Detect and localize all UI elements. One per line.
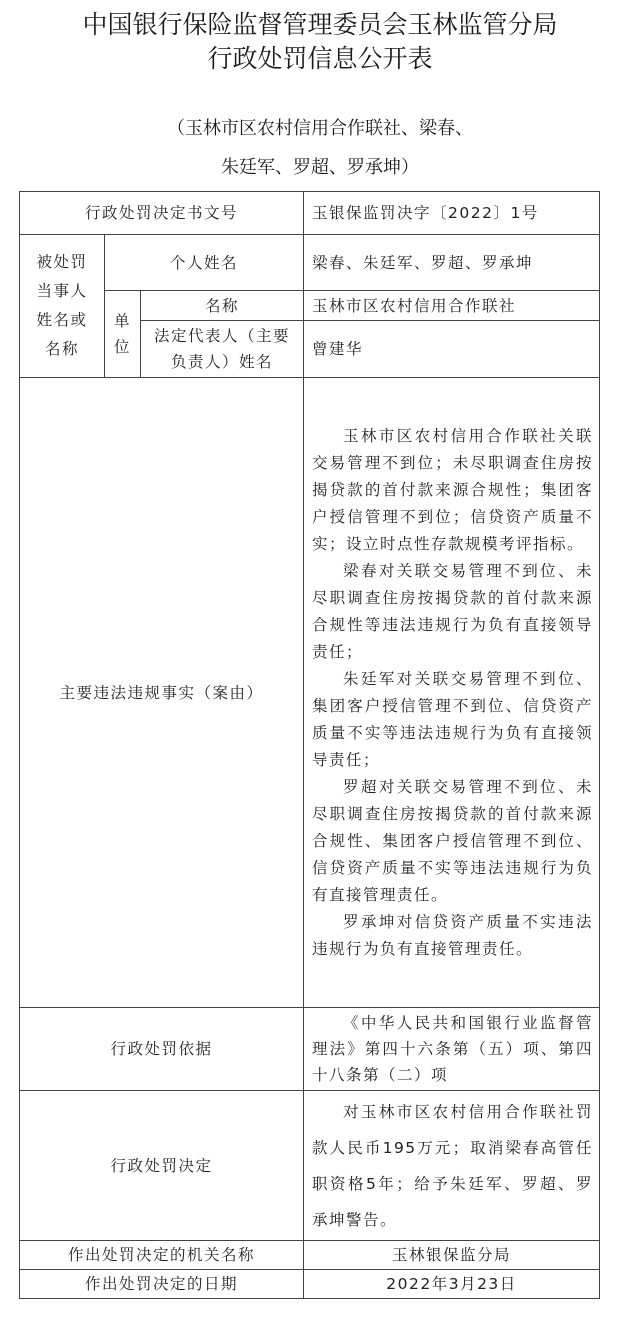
- page-title-line2: 行政处罚信息公开表: [207, 44, 433, 73]
- authority-label: 作出处罚决定的机关名称: [20, 1241, 304, 1270]
- decision-label: 行政处罚决定: [20, 1091, 304, 1241]
- subtitle-line1: （玉林市区农村信用合作联社、梁春、: [167, 118, 473, 139]
- legal-rep-value: 曾建华: [304, 321, 600, 378]
- legal-rep-label: 法定代表人（主要负责人）姓名: [141, 321, 304, 378]
- page-title: 中国银行保险监督管理委员会玉林监管分局: [82, 10, 558, 39]
- decision-doc-value: 玉银保监罚决字〔2022〕1号: [304, 192, 600, 235]
- subtitle-line2: 朱廷军、罗超、罗承坤）: [221, 157, 419, 178]
- date-value: 2022年3月23日: [304, 1270, 600, 1299]
- basis-label: 行政处罚依据: [20, 1008, 304, 1091]
- decision-doc-label: 行政处罚决定书文号: [20, 192, 304, 235]
- unit-label: 单位: [105, 291, 141, 378]
- unit-name-value: 玉林市区农村信用合作联社: [304, 291, 600, 321]
- individual-value: 梁春、朱廷军、罗超、罗承坤: [304, 235, 600, 291]
- facts-paragraph: 朱廷军对关联交易管理不到位、集团客户授信管理不到位、信贷资产质量不实等违法违规行为负有直接领导责任；: [312, 669, 594, 769]
- date-label: 作出处罚决定的日期: [20, 1270, 304, 1299]
- facts-paragraph: 罗承坤对信贷资产质量不实违法违规行为负有直接管理责任。: [312, 912, 594, 958]
- party-label: 被处罚当事人姓名或名称: [20, 235, 105, 378]
- decision-value: 对玉林市区农村信用合作联社罚款人民币195万元；取消梁春高管任职资格5年；给予朱廷军、罗超、罗承坤警告。: [304, 1091, 600, 1241]
- basis-value: 《中华人民共和国银行业监督管理法》第四十六条第（五）项、第四十八条第（二）项: [304, 1008, 600, 1091]
- facts-paragraph: 梁春对关联交易管理不到位、未尽职调查住房按揭贷款的首付款来源合规性等违法违规行为负有直接领导责任；: [312, 561, 594, 661]
- facts-paragraph: 玉林市区农村信用合作联社关联交易管理不到位；未尽职调查住房按揭贷款的首付款来源合规性；集团客户授信管理不到位；信贷资产质量不实；设立时点性存款规模考评指标。: [312, 426, 594, 553]
- authority-value: 玉林银保监分局: [304, 1241, 600, 1270]
- facts-paragraph: 罗超对关联交易管理不到位、未尽职调查住房按揭贷款的首付款来源合规性、集团客户授信管理不到位、信贷资产质量不实等违法违规行为负有直接管理责任。: [312, 777, 594, 904]
- unit-name-label: 名称: [141, 291, 304, 321]
- facts-label: 主要违法违规事实（案由）: [20, 378, 304, 1008]
- penalty-info-table: [19, 191, 600, 1299]
- individual-label: 个人姓名: [105, 235, 304, 291]
- facts-value: [304, 378, 600, 1008]
